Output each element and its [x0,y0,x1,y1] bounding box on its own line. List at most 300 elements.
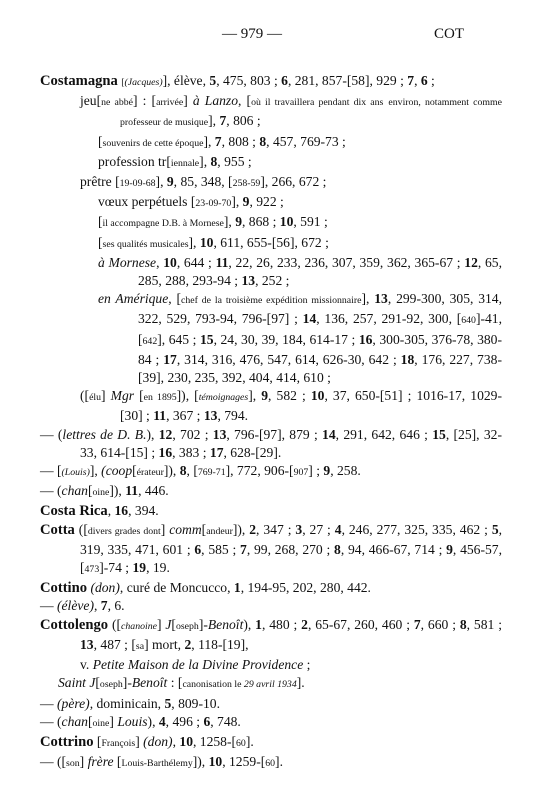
line-segment: 270 ; [302,541,335,557]
line-segment: ], [223,214,236,230]
line-segment: , [414,73,421,88]
line-segment: [ [113,754,122,770]
line-segment: ), [147,713,159,729]
line-segment: ]), [163,463,180,479]
line-segment: ] ; [308,463,324,479]
line-segment: , 702 ; [172,426,213,442]
line-segment: 6 [194,541,202,557]
subentry-mgr [80,387,502,425]
line-segment: François [101,737,136,749]
line-segment: , [172,733,180,749]
index-line [80,174,326,189]
line-segment: ], 645 ; [157,331,200,347]
line-segment: , 809-10. [171,695,220,711]
index-line [40,696,220,711]
line-segment: ]-41, [ [138,311,502,347]
line-segment: 16 [114,503,129,519]
line-segment: ses qualités musicales [102,238,189,250]
line-segment: , [316,311,320,327]
index-line [98,291,391,306]
line-segment: andeur [206,525,233,537]
index-line [40,483,169,498]
line-segment: oine [92,487,110,499]
index-line [40,714,241,729]
line-segment: ] [160,521,170,537]
line-segment: ), [243,616,256,632]
subentry-mornese-accompagne [98,213,502,233]
line-segment: 7 [407,73,415,88]
line-segment: [ [87,483,93,499]
line-segment: , 475, 803 ; [216,73,282,88]
index-line [80,657,310,672]
line-segment: 10 [310,388,325,404]
line-segment: 473 [84,564,100,576]
line-segment: ] [156,616,166,632]
line-segment: , curé de Moncucco, [119,580,234,596]
line-segment: , 796-[97], 879 ; [226,426,323,442]
line-segment: 15 [199,331,214,347]
line-segment: frère [87,754,114,770]
subentry-jeune-abbe [80,92,502,132]
line-segment: ([ [80,388,90,404]
line-segment: , 6. [107,598,125,614]
line-segment: 4 [158,713,166,729]
line-segment: à Mornese [98,254,157,270]
line-segment: , 99, 268, [246,541,299,557]
line-segment: , 628-[29]. [223,444,282,460]
line-segment: 13 [203,408,218,424]
line-segment: — [ [40,463,62,479]
line-segment: ] [101,388,111,404]
index-line [98,194,284,209]
headword: Cottolengo [40,616,109,633]
line-segment: ], [89,463,102,479]
line-segment: [ [98,133,103,149]
line-segment: 11 [153,408,167,424]
line-segment: 2 [184,636,192,652]
line-segment: ]. [296,675,305,691]
line-segment: 5 [209,73,217,88]
line-segment: , 194-95, 202, 280, 442. [240,580,371,596]
line-segment: , 644 ; [176,254,216,270]
line-segment: — ( [40,713,62,729]
index-line [40,754,283,769]
line-segment: 907 [293,467,309,479]
line-segment: — ([ [40,754,67,770]
line-segment: [ [98,214,103,230]
line-segment: 9 [261,388,269,404]
index-entry-cottolengo [40,616,502,656]
line-segment: comm [169,521,202,537]
line-segment: 19 [132,560,147,576]
line-segment: , 65, 285, 288, 293-94 ; [138,254,503,289]
line-segment: 646 ; [399,426,433,442]
line-segment: ne abbé [101,97,134,109]
line-segment: ], [361,291,375,307]
headword: Costa Rica [40,503,108,520]
index-line [40,580,371,595]
line-segment: (père) [57,695,90,711]
index-line [80,93,383,108]
line-segment: 5 [491,521,499,537]
line-segment: ], [248,388,262,404]
line-segment: (élève) [57,598,94,614]
line-segment: ], [208,113,220,129]
line-segment: lettres de D. B. [62,426,147,442]
line-segment: ]), [192,754,209,770]
index-line [40,617,378,632]
line-segment: [ [134,388,144,404]
line-segment: [ [171,616,176,632]
line-segment: 60 [265,758,276,770]
line-segment: chan [61,713,88,729]
line-segment: 3 [295,521,303,537]
line-segment: où il travaillera pendant dix ans [251,97,384,109]
line-segment: , 314, 316, 476, 547, 614, 626-30, 642 ; [176,351,401,367]
line-segment: 16 [158,444,173,460]
line-segment: chanoine [121,620,157,632]
line-segment: ]), [ [176,388,199,404]
line-segment: , 457, 769-73 ; [266,133,346,149]
subentry-voeux [98,193,502,213]
subentry-a-mornese [98,254,502,290]
line-segment: 136, 257, 291-92, 300, [ [324,311,462,327]
line-segment: 11 [215,254,229,270]
index-line [40,734,254,749]
line-segment: ] [135,733,144,749]
line-segment: (Jacques) [124,77,163,88]
line-segment: , 347 ; [256,521,296,537]
line-segment: en 1895 [143,392,177,404]
line-segment: ] [122,675,128,691]
line-segment: , 394. [128,503,159,519]
line-segment: 7 [240,541,247,557]
line-segment: , [ [238,93,252,109]
line-segment: 10 [163,254,177,270]
line-segment: — [40,695,57,711]
line-segment: , [ [186,463,198,479]
line-segment: , 319, 335, 471, 601 ; [80,521,503,557]
line-segment: ], [203,133,215,149]
line-segment: Louis [117,713,148,729]
line-segment: , 281, 857-[58], [287,73,373,88]
line-segment: , [156,254,164,270]
line-segment: élu [89,392,102,404]
line-segment: son [66,758,80,770]
line-segment: 16 [358,331,373,347]
line-segment: , [387,291,392,307]
index-line [98,255,383,270]
line-segment: 30, 39, 184, 614-17 ; [241,331,359,347]
line-segment: 29 avril 1934 [243,679,297,691]
line-segment: , 581 ; [466,616,502,632]
line-segment: 13 [241,273,256,289]
line-segment: 8 [210,153,218,169]
line-segment: , 65-67, 260, [307,616,379,632]
running-head: COT [434,26,464,42]
line-segment: 4 [334,521,342,537]
line-segment: [ [201,521,207,537]
line-segment: , 22, 26, 233, 236, 307, 359, [228,254,384,270]
line-segment: , 1259-[ [222,754,266,770]
see-also-saint-joseph [40,674,502,694]
line-segment: ], élève, [162,73,210,88]
line-segment: [ [93,733,102,749]
line-segment: ], [155,174,167,190]
index-entry-cottino [40,579,502,597]
line-segment: divers grades dont [87,525,161,537]
line-segment: 9 [235,214,242,230]
subentry-qualites-musicales [98,234,502,254]
headword: Cottrino [40,733,94,750]
index-entry-cottolengo-louis [40,713,502,733]
line-segment: — ( [40,483,62,499]
line-segment: 23-09-70 [195,198,232,210]
line-segment: 362, 365-67 ; [387,254,465,270]
line-segment: , 611, 655-[56], 672 ; [213,234,329,250]
line-segment: 929 ; [376,73,408,88]
index-line [80,388,411,403]
line-segment: 8 [459,616,467,632]
line-segment: , 585 ; [201,541,241,557]
line-segment: , [25], 32-33, 614-[15] ; [80,426,502,460]
line-segment: 227, 738-[39], 230, 235, 392, 404, 414, 610 ; [138,351,502,386]
index-line [40,598,125,613]
line-segment: 9 [446,541,453,557]
line-segment: , 246, 277, [341,521,401,537]
line-segment: , 456-57, [ [80,541,502,576]
line-segment: , 252 ; [255,273,290,289]
line-segment: ], [199,153,211,169]
line-segment: prêtre [ [80,174,120,190]
line-segment: , [93,598,101,614]
line-segment: à Lanzo [192,93,239,109]
line-segment: 12 [158,426,173,442]
line-segment: 10 [208,754,223,770]
line-segment: 2 [301,616,308,632]
subentry-en-amerique [98,290,502,387]
line-segment: ], 772, 906-[ [225,463,294,479]
line-segment: (coop [101,463,133,479]
line-segment: , 480 ; [261,616,302,632]
line-segment: [ [95,675,100,691]
line-segment: ] [79,754,88,770]
line-segment: , 118-[19], [191,636,249,652]
line-segment: , 496 ; [165,713,204,729]
line-segment: , 591 ; [293,214,328,230]
index-line [40,427,395,442]
line-segment: , [ [168,291,182,307]
line-segment: , [107,503,115,519]
index-body [40,72,502,773]
line-segment: 460 ; [381,616,414,632]
line-segment: , 19. [146,560,170,576]
line-segment: -Benoît [127,675,168,691]
index-line [58,675,305,690]
line-segment: , 37, 650-[51] ; [324,388,412,404]
headword: Cottino [40,580,88,597]
line-segment: , 85, 348, [ [173,174,233,190]
line-segment: (don) [143,733,173,749]
line-segment: ] mort, [144,636,185,652]
page-number: — 979 — [222,26,282,42]
line-segment: ] [183,93,193,109]
index-entry-lettres [40,426,502,462]
line-segment: ]. [245,733,254,749]
line-segment: 14 [302,311,317,327]
line-segment: (don) [90,580,120,596]
subentry-profession [98,153,502,173]
line-segment: , 258. [330,463,361,479]
line-segment: 13 [374,291,388,307]
line-segment: ; [303,657,311,673]
line-segment: 642 [142,335,158,347]
line-segment: oseph [99,679,123,691]
line-segment: -Benoît [203,616,244,632]
line-segment: profession tr[ [98,153,171,169]
line-segment: 2 [249,521,257,537]
line-segment: 14 [322,426,336,442]
line-segment: [ [132,463,137,479]
line-segment: , 1258-[ [192,733,237,749]
line-segment: 7 [219,113,227,129]
line-segment: souvenirs de cette époque [102,137,204,149]
line-segment: chef de la troisième expédition missionnaire [181,295,362,307]
line-segment: , 383 ; [172,444,210,460]
line-segment: 8 [259,133,267,149]
line-segment: arrivée [156,97,184,109]
line-segment: ), [146,426,159,442]
see-also-petite-maison [80,656,502,674]
line-segment: , 367 ; [166,408,204,424]
index-line [163,352,445,367]
line-segment: 769-71 [197,467,226,479]
index-entry-louis-cooperateur [40,462,502,482]
line-segment: , 582 ; [268,388,311,404]
line-segment: 12 [464,254,478,270]
line-segment: 17 [209,444,224,460]
index-line [40,522,400,537]
index-entry-cottrino [40,733,502,753]
line-segment: — ( [40,426,63,442]
line-segment: ([ [74,521,88,537]
line-segment: 6 [203,713,211,729]
line-segment: , 487 ; [ [93,636,136,652]
line-segment: ]. [275,754,283,770]
line-segment: oine [92,717,110,729]
line-segment: : [ [167,675,183,691]
line-segment: ; [427,73,435,88]
line-segment: 15 [432,426,446,442]
line-segment: oseph [175,620,199,632]
index-entry-chanoine [40,482,502,502]
line-segment: , 24, [213,331,238,347]
index-line [98,154,252,169]
subentry-pretre [80,173,502,193]
line-segment: [ [121,77,125,88]
line-segment: ]), [232,521,250,537]
index-entry-cottrino-frere [40,753,502,773]
line-segment: 9 [242,194,250,210]
line-segment: Saint J [58,675,96,691]
index-line [40,73,373,88]
line-segment: environ, notamment comme professeur de musique [120,97,502,129]
line-segment: 325, 335, 462 ; [404,521,492,537]
line-segment: 640 [461,315,476,327]
index-entry-costamagna [40,72,502,92]
line-segment: 18 [400,351,415,367]
line-segment: 9 [166,174,174,190]
line-segment: en Amérique [98,291,169,307]
line-segment: , 868 ; [242,214,280,230]
line-segment: [ [87,713,93,729]
line-segment: J [165,616,172,632]
line-segment: il accompagne D.B. à Mornese [102,218,224,230]
line-segment: 8 [179,463,187,479]
headword: Costamagna [40,73,118,89]
subentry-souvenirs [98,133,502,153]
index-line [40,503,159,518]
line-segment: ] [109,713,118,729]
line-segment: , 176, [414,351,446,367]
index-line [98,134,346,149]
line-segment: , 955 ; [217,153,252,169]
line-segment: 10 [179,733,193,749]
line-segment: , 808 ; [221,133,260,149]
line-segment: , 94, 466-67, 714 ; [340,541,447,557]
index-entry-costa-rica [40,502,502,520]
line-segment: , 300-305, 376-78, 380-84 ; [138,331,502,367]
line-segment: 11 [125,483,139,499]
line-segment: Mgr [110,388,135,404]
index-line [98,214,328,229]
line-segment: témoignages [198,392,249,404]
headword: Cotta [40,521,75,538]
line-segment: 9 [323,463,331,479]
line-segment: 13 [80,636,94,652]
index-line [98,235,329,250]
line-segment: ] [198,616,204,632]
line-segment: 299-300, 305, 314, 322, 529, 793-94, 796-[97] ; [138,291,502,327]
line-segment: v. [80,657,93,673]
line-segment: Louis-Barthélemy [121,758,193,770]
line-segment: 6 [420,73,428,88]
line-segment: ] : [ [133,93,157,109]
line-segment: 8 [334,541,341,557]
line-segment: vœux perpétuels [ [98,194,196,210]
index-entry-cotta [40,521,502,580]
line-segment: iennale [170,157,200,169]
line-segment: 1 [255,616,262,632]
line-segment: 258-59 [232,178,261,190]
line-segment: ], [231,194,243,210]
index-entry-cottino-eleve [40,597,502,615]
line-segment: , 806 ; [226,113,261,129]
line-segment: 10 [199,234,214,250]
line-segment: 5 [164,695,172,711]
line-segment: , 27 ; [302,521,335,537]
line-segment: ]-74 ; [99,560,133,576]
line-segment: — [40,598,57,614]
line-segment: , 794. [217,408,249,424]
line-segment: ], [188,234,200,250]
line-segment: chan [61,483,88,499]
line-segment: Petite Maison de la Divine Providence [92,657,304,673]
line-segment: canonisation le [182,679,244,691]
index-entry-cottolengo-pere [40,695,502,713]
line-segment: , 922 ; [249,194,284,210]
line-segment: , 660 ; [420,616,460,632]
